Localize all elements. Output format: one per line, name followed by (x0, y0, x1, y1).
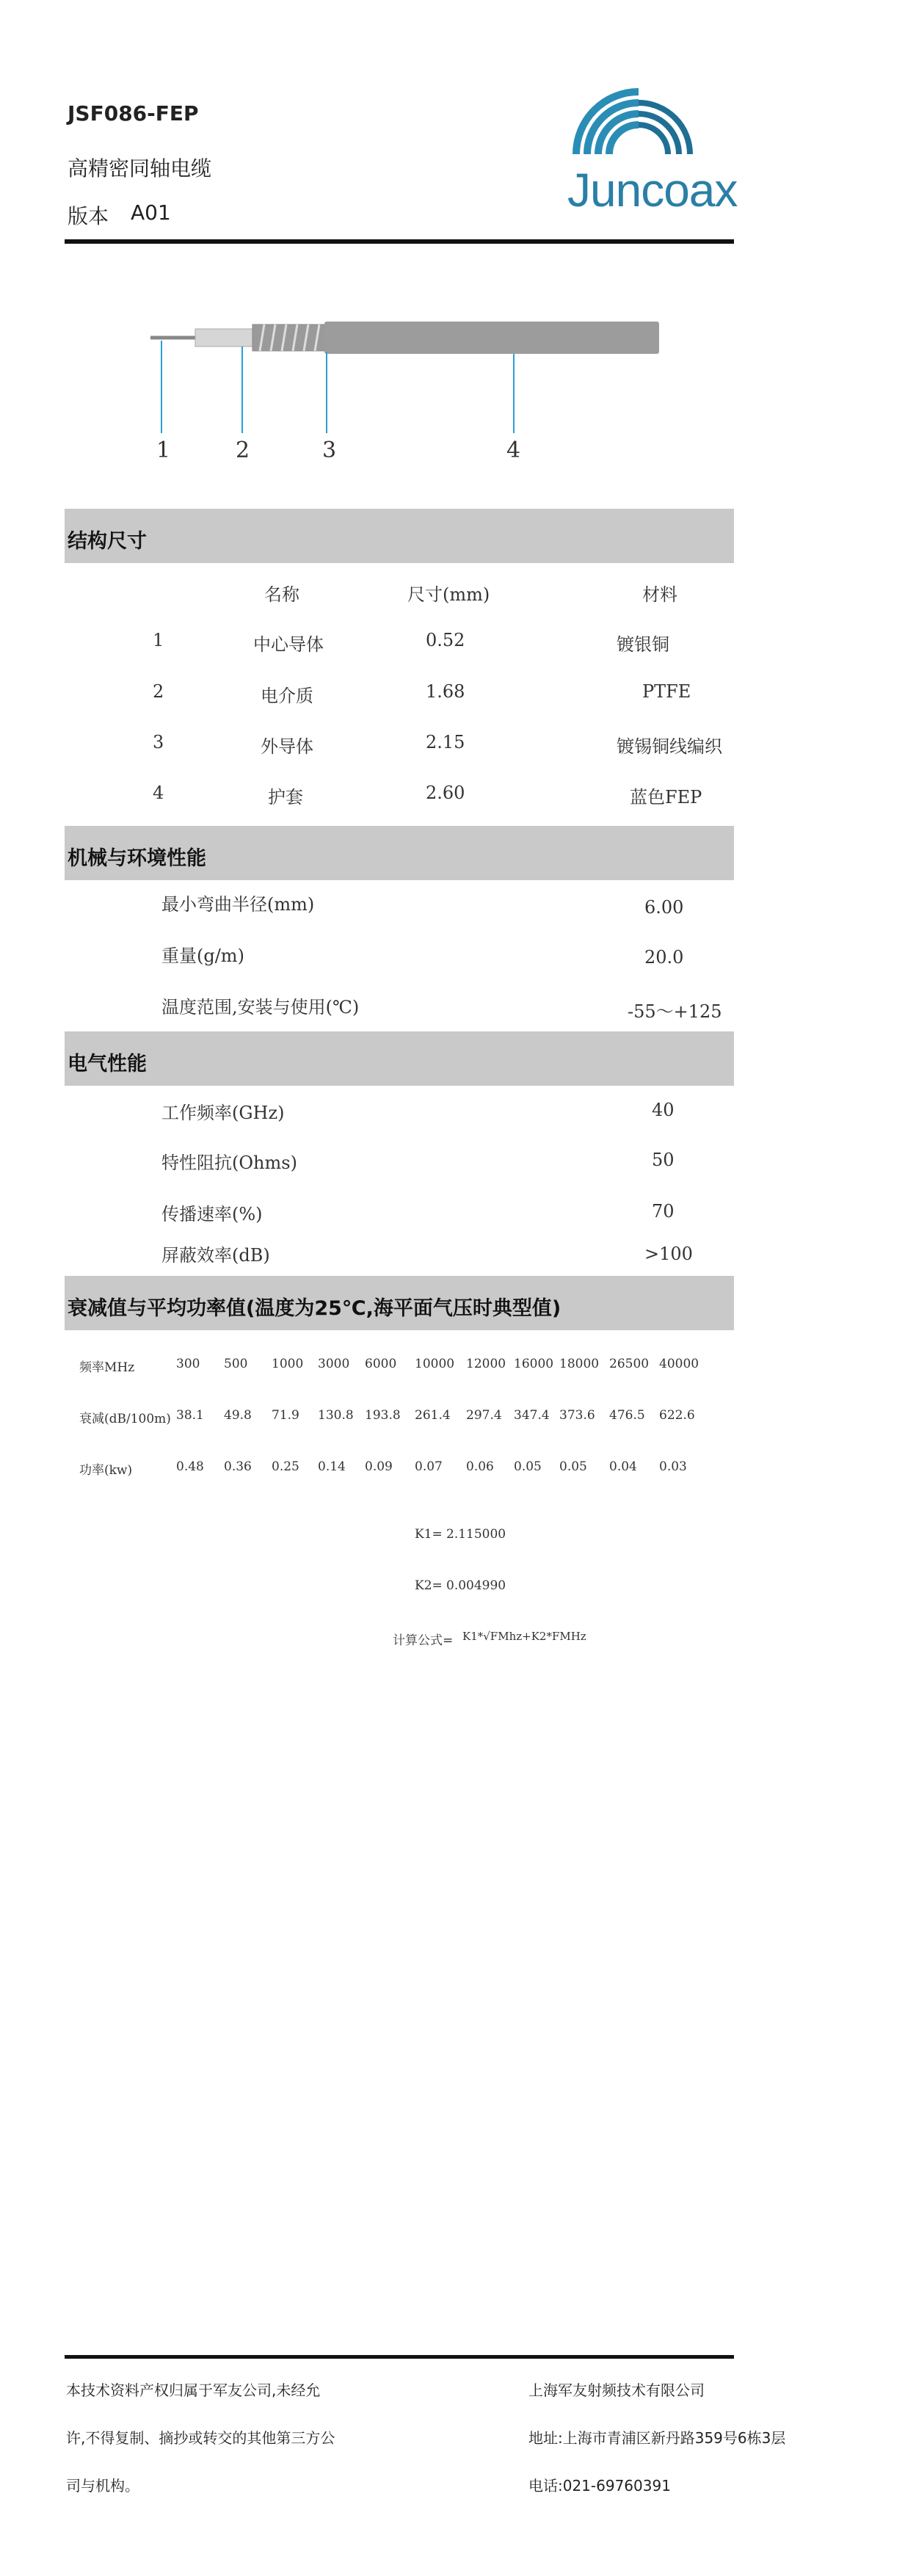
structure-name: 电介质 (261, 686, 313, 706)
structure-material: 镀银铜 (617, 634, 669, 655)
structure-size: 1.68 (426, 681, 465, 702)
att-atten-cell: 71.9 (272, 1408, 299, 1423)
company-name: 上海军友射频技术有限公司 (528, 2381, 705, 2399)
att-power-cell: 0.07 (415, 1459, 443, 1474)
section-attenuation (65, 1276, 734, 1330)
att-atten-cell: 622.6 (659, 1408, 695, 1423)
section-electrical-title: 电气性能 (68, 1053, 147, 1075)
elec-value: 70 (652, 1201, 675, 1222)
att-power-cell: 0.03 (659, 1459, 687, 1474)
section-mechanical-title: 机械与环境性能 (68, 847, 206, 870)
att-freq-cell: 16000 (514, 1357, 554, 1371)
logo-wordmark: Juncoax (567, 164, 738, 217)
section-electrical (65, 1031, 734, 1086)
col-header-size: 尺寸(mm) (407, 584, 490, 605)
version-value: A01 (131, 200, 171, 225)
structure-size: 0.52 (426, 630, 465, 650)
structure-material: PTFE (642, 681, 691, 702)
mech-label: 最小弯曲半径(mm) (161, 894, 315, 915)
elec-value: 50 (652, 1150, 675, 1170)
dielectric (195, 329, 254, 347)
mech-value: 6.00 (644, 897, 684, 918)
structure-material: 镀锡铜线编织 (617, 736, 722, 757)
elec-label: 特性阻抗(Ohms) (161, 1153, 297, 1173)
att-power-cell: 0.09 (365, 1459, 393, 1474)
section-mechanical (65, 826, 734, 880)
att-freq-cell: 1000 (272, 1357, 304, 1371)
att-row-label-atten: 衰减(dB/100m) (79, 1412, 171, 1426)
att-power-cell: 0.05 (514, 1459, 542, 1474)
formula-label: 计算公式= (393, 1633, 454, 1648)
att-freq-cell: 40000 (659, 1357, 699, 1371)
jacket (324, 322, 659, 354)
copyright-line: 许,不得复制、摘抄或转交的其他第三方公 (66, 2429, 335, 2447)
att-freq-cell: 10000 (415, 1357, 455, 1371)
copyright-line: 司与机构。 (66, 2477, 139, 2495)
callout-3: 3 (322, 438, 337, 463)
elec-label: 工作频率(GHz) (161, 1103, 285, 1123)
structure-no: 2 (153, 681, 164, 702)
callout-1: 1 (156, 438, 171, 463)
k1-label: K1= (415, 1527, 443, 1542)
callout-4: 4 (506, 438, 521, 463)
mech-value: -55～+125 (628, 1001, 722, 1022)
att-atten-cell: 193.8 (365, 1408, 401, 1423)
att-atten-cell: 38.1 (176, 1408, 204, 1423)
section-attenuation-title: 衰减值与平均功率值(温度为25℃,海平面气压时典型值) (68, 1297, 561, 1320)
header-divider (65, 239, 734, 244)
att-freq-cell: 6000 (365, 1357, 397, 1371)
att-freq-cell: 12000 (466, 1357, 506, 1371)
callout-2: 2 (236, 438, 250, 463)
att-freq-cell: 300 (176, 1357, 200, 1371)
elec-label: 传播速率(%) (161, 1204, 263, 1224)
k1-value: 2.115000 (446, 1527, 506, 1542)
copyright-line: 本技术资料产权归属于军友公司,未经允 (66, 2381, 321, 2399)
mech-value: 20.0 (644, 947, 684, 968)
model-number: JSF086-FEP (68, 101, 199, 126)
att-power-cell: 0.25 (272, 1459, 299, 1474)
k2-value: 0.004990 (446, 1578, 506, 1593)
structure-name: 中心导体 (253, 634, 324, 655)
company-address: 地址:上海市青浦区新丹路359号6栋3层 (528, 2429, 786, 2447)
att-atten-cell: 347.4 (514, 1408, 550, 1423)
att-freq-cell: 3000 (318, 1357, 350, 1371)
att-row-label-freq: 频率MHz (79, 1360, 135, 1375)
att-atten-cell: 373.6 (559, 1408, 595, 1423)
att-atten-cell: 130.8 (318, 1408, 354, 1423)
att-power-cell: 0.06 (466, 1459, 494, 1474)
formula-value: K1*√FMhz+K2*FMHz (462, 1630, 586, 1643)
structure-size: 2.60 (426, 783, 465, 803)
col-header-material: 材料 (642, 584, 677, 605)
att-freq-cell: 18000 (559, 1357, 600, 1371)
att-atten-cell: 297.4 (466, 1408, 502, 1423)
att-row-label-power: 功率(kw) (79, 1463, 133, 1478)
col-header-name: 名称 (264, 584, 299, 605)
product-subtitle: 高精密同轴电缆 (68, 156, 212, 181)
att-freq-cell: 26500 (609, 1357, 650, 1371)
att-power-cell: 0.05 (559, 1459, 587, 1474)
section-structure-title: 结构尺寸 (68, 530, 147, 553)
structure-size: 2.15 (426, 732, 465, 752)
version-label: 版本 (68, 204, 109, 228)
att-power-cell: 0.36 (224, 1459, 252, 1474)
k2-label: K2= (415, 1578, 443, 1593)
att-atten-cell: 476.5 (609, 1408, 645, 1423)
att-atten-cell: 261.4 (415, 1408, 451, 1423)
att-atten-cell: 49.8 (224, 1408, 252, 1423)
mech-label: 温度范围,安装与使用(℃) (161, 997, 360, 1017)
att-power-cell: 0.48 (176, 1459, 204, 1474)
company-phone: 电话:021-69760391 (528, 2477, 671, 2495)
footer-divider (65, 2355, 734, 2359)
elec-label: 屏蔽效率(dB) (161, 1245, 270, 1266)
att-power-cell: 0.04 (609, 1459, 637, 1474)
structure-no: 4 (153, 783, 164, 803)
cable-diagram (147, 308, 675, 485)
elec-value: >100 (644, 1244, 693, 1264)
att-power-cell: 0.14 (318, 1459, 346, 1474)
mech-label: 重量(g/m) (161, 946, 244, 966)
structure-no: 1 (153, 630, 164, 650)
elec-value: 40 (652, 1100, 675, 1120)
section-structure (65, 509, 734, 563)
structure-name: 外导体 (261, 736, 313, 757)
structure-material: 蓝色FEP (630, 787, 702, 808)
structure-no: 3 (153, 732, 164, 752)
att-freq-cell: 500 (224, 1357, 248, 1371)
structure-name: 护套 (268, 787, 303, 808)
